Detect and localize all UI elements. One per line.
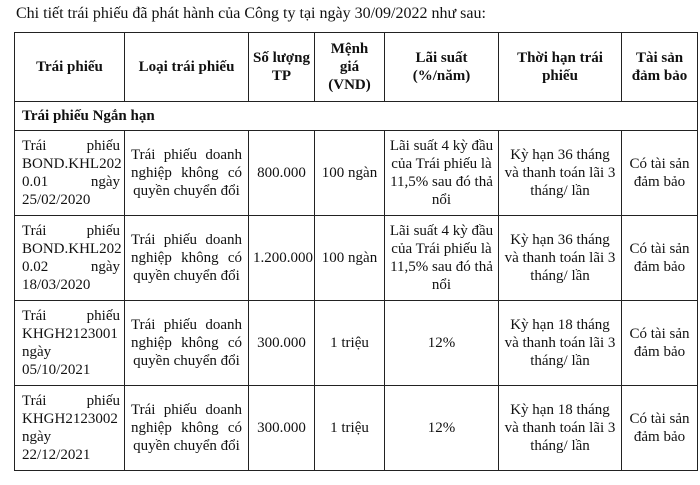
- collateral-cell: Có tài sản đảm bảo: [622, 131, 698, 216]
- header-quantity: Số lượng TP: [249, 33, 315, 102]
- table-row: [15, 301, 698, 386]
- quantity-cell: 300.000: [249, 386, 315, 471]
- header-interest-rate: Lãi suất (%/năm): [385, 33, 499, 102]
- header-term: Thời hạn trái phiếu: [499, 33, 622, 102]
- interest-cell: 12%: [385, 386, 499, 471]
- bond-type-cell: Trái phiếu doanh nghiệp không có quyền chuyển đổi: [125, 131, 249, 216]
- quantity-cell: 1.200.000: [249, 216, 315, 301]
- document-caption: Chi tiết trái phiếu đã phát hành của Công ty tại ngày 30/09/2022 như sau:: [16, 5, 486, 22]
- table-row: [15, 386, 698, 471]
- quantity-cell: 300.000: [249, 301, 315, 386]
- interest-cell: 12%: [385, 301, 499, 386]
- collateral-cell: Có tài sản đảm bảo: [622, 386, 698, 471]
- face-value-cell: 100 ngàn: [315, 216, 385, 301]
- face-value-cell: 100 ngàn: [315, 131, 385, 216]
- collateral-cell: Có tài sản đảm bảo: [622, 216, 698, 301]
- header-row: [15, 33, 698, 102]
- bond-name-cell: Trái phiếu KHGH2123001 ngày 05/10/2021: [15, 301, 125, 386]
- quantity-cell: 800.000: [249, 131, 315, 216]
- section-title: Trái phiếu Ngắn hạn: [15, 102, 698, 131]
- face-value-cell: 1 triệu: [315, 386, 385, 471]
- bond-type-cell: Trái phiếu doanh nghiệp không có quyền chuyển đổi: [125, 301, 249, 386]
- bond-type-cell: Trái phiếu doanh nghiệp không có quyền chuyển đổi: [125, 386, 249, 471]
- bond-name-cell: Trái phiếu BOND.KHL202 0.02 ngày 18/03/2020: [15, 216, 125, 301]
- face-value-cell: 1 triệu: [315, 301, 385, 386]
- table-row: [15, 131, 698, 216]
- term-cell: Kỳ hạn 18 tháng và thanh toán lãi 3 tháng/ lần: [499, 301, 622, 386]
- header-face-value: Mệnh giá (VND): [315, 33, 385, 102]
- bond-name-cell: Trái phiếu KHGH2123002 ngày 22/12/2021: [15, 386, 125, 471]
- bond-type-cell: Trái phiếu doanh nghiệp không có quyền chuyển đổi: [125, 216, 249, 301]
- collateral-cell: Có tài sản đảm bảo: [622, 301, 698, 386]
- term-cell: Kỳ hạn 36 tháng và thanh toán lãi 3 tháng/ lần: [499, 216, 622, 301]
- header-bond: Trái phiếu: [15, 33, 125, 102]
- term-cell: Kỳ hạn 18 tháng và thanh toán lãi 3 tháng/ lần: [499, 386, 622, 471]
- interest-cell: Lãi suất 4 kỳ đầu của Trái phiếu là 11,5% sau đó thả nổi: [385, 216, 499, 301]
- section-row: [15, 102, 698, 131]
- bonds-table: [14, 32, 698, 471]
- header-collateral: Tài sản đảm bảo: [622, 33, 698, 102]
- header-bond-type: Loại trái phiếu: [125, 33, 249, 102]
- bond-name-cell: Trái phiếu BOND.KHL202 0.01 ngày 25/02/2020: [15, 131, 125, 216]
- term-cell: Kỳ hạn 36 tháng và thanh toán lãi 3 tháng/ lần: [499, 131, 622, 216]
- table-row: [15, 216, 698, 301]
- interest-cell: Lãi suất 4 kỳ đầu của Trái phiếu là 11,5% sau đó thả nổi: [385, 131, 499, 216]
